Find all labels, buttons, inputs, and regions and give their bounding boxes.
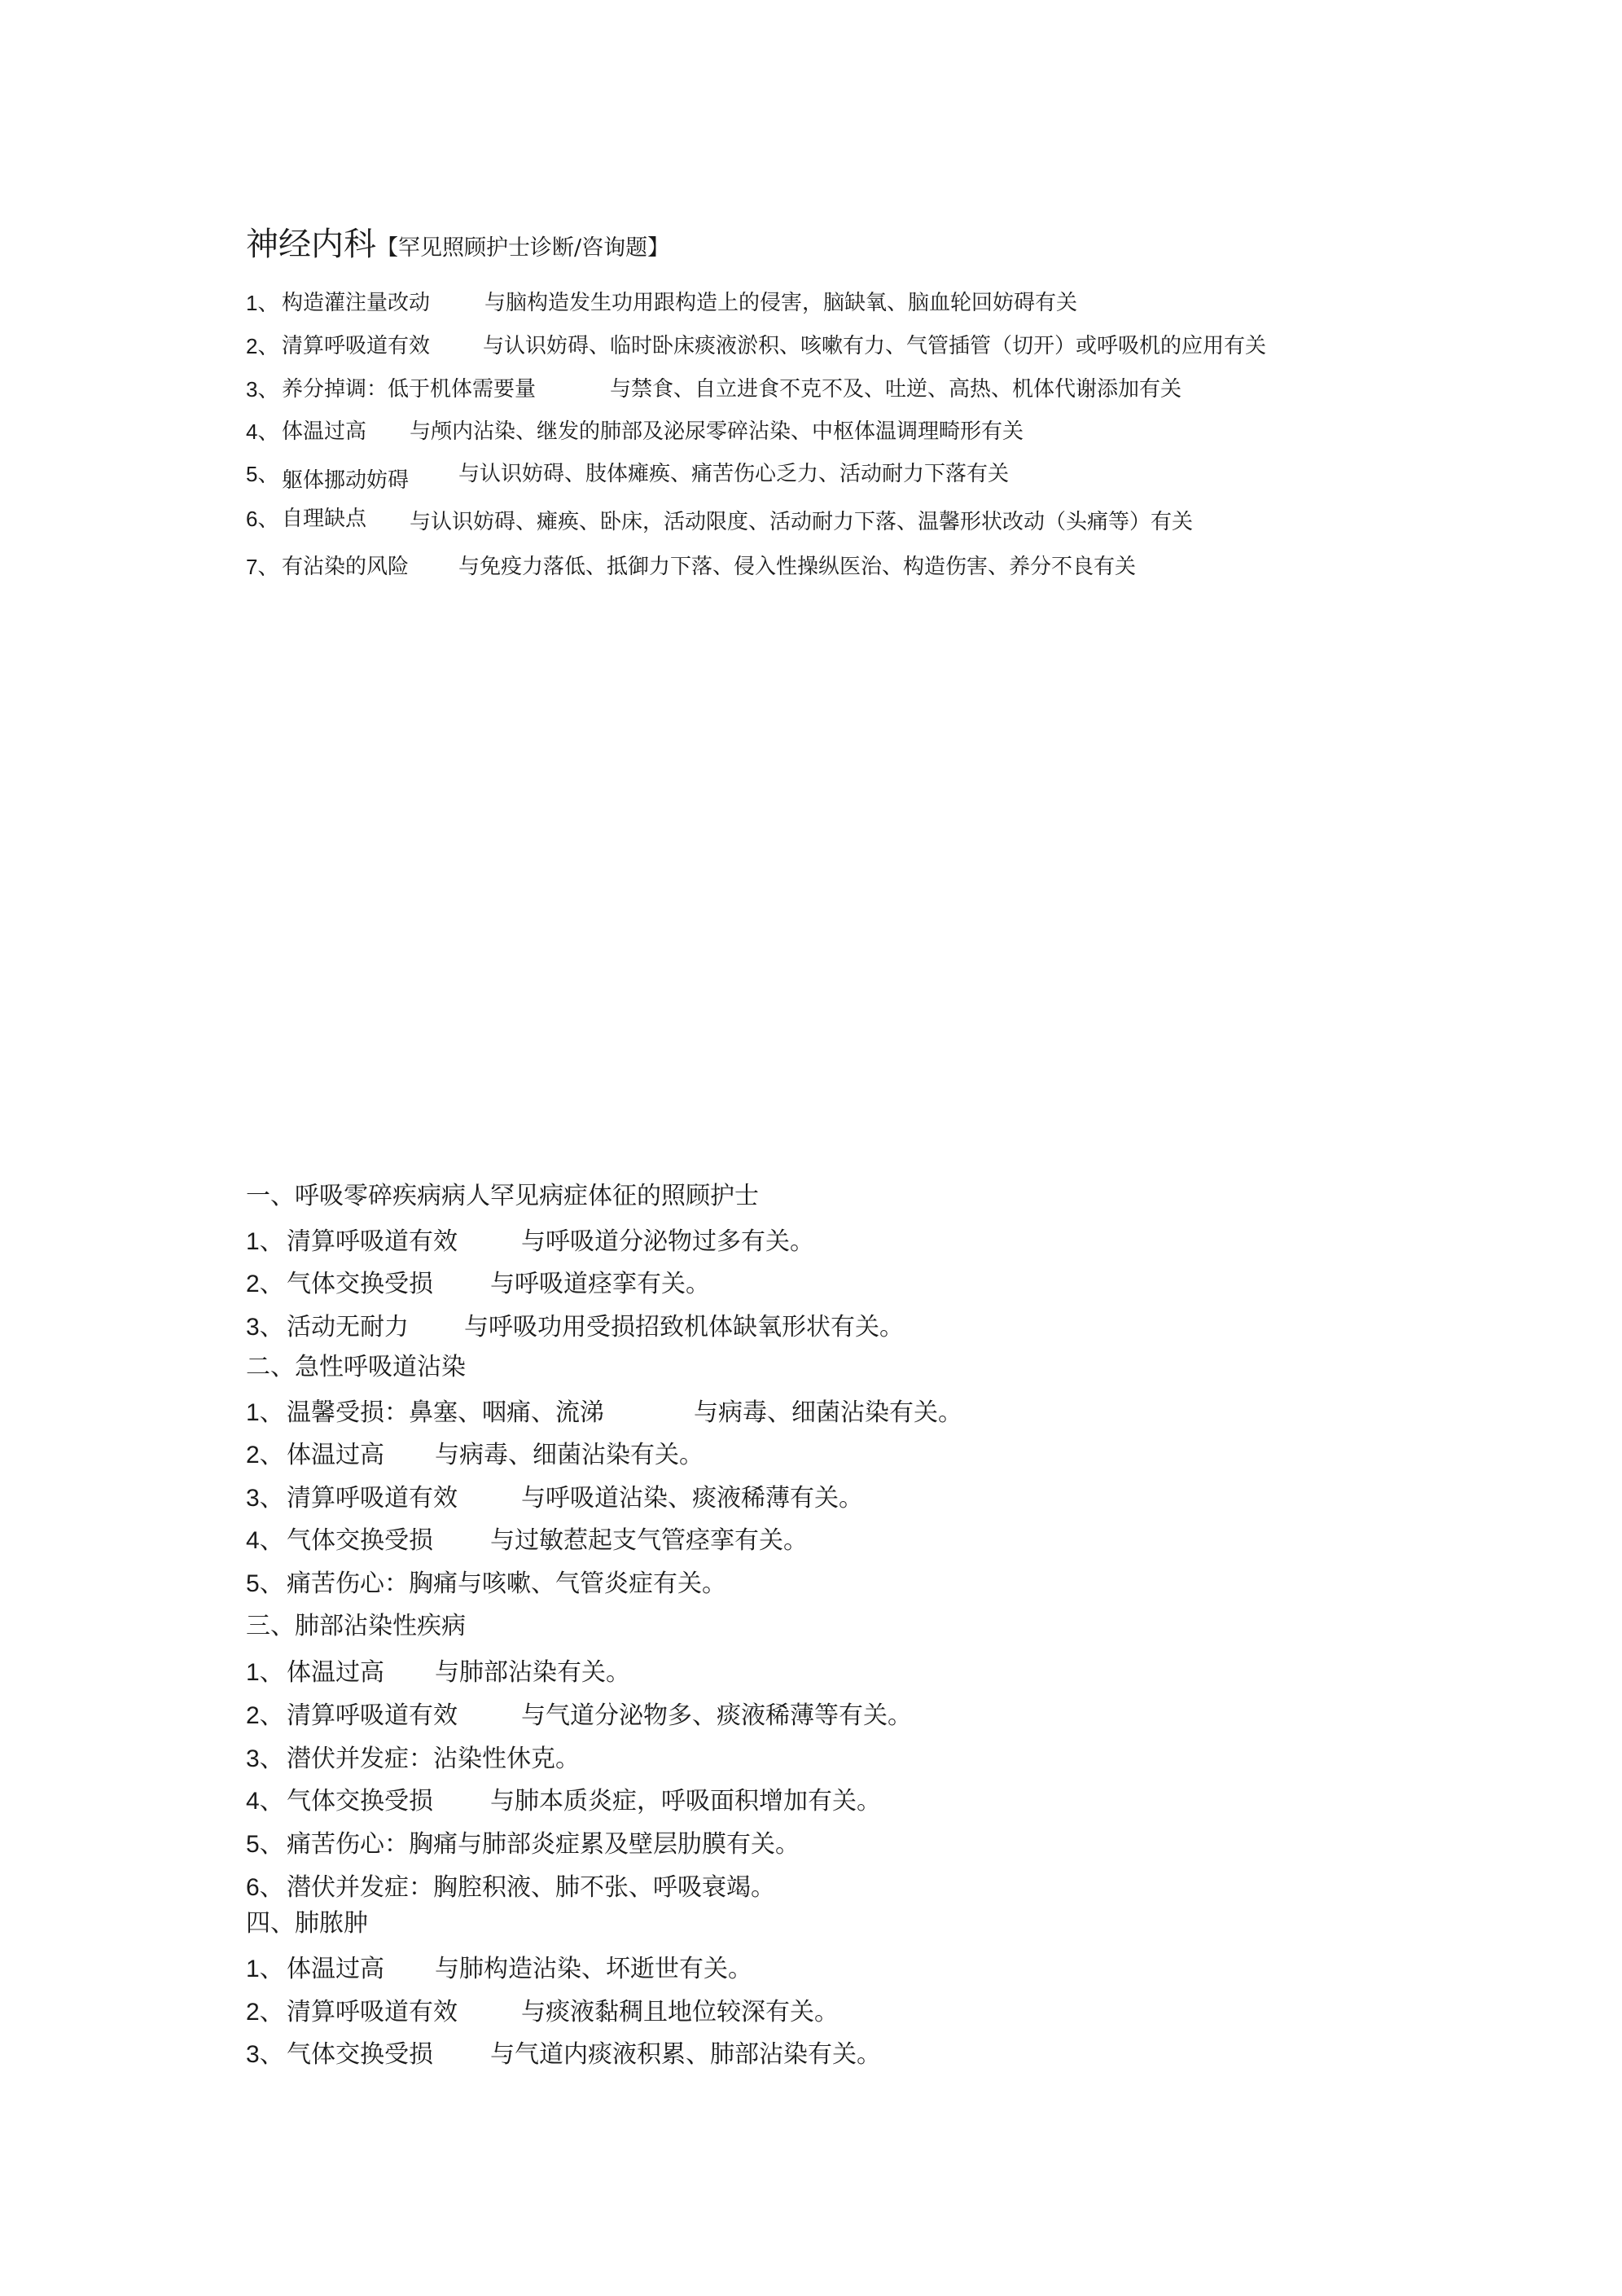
item-cause: 与病毒、细菌沾染有关。	[694, 1398, 962, 1427]
page-title	[246, 218, 669, 265]
item-term: 体温过高	[287, 1955, 384, 1983]
item-number: 5、	[246, 1831, 284, 1858]
item-number: 3、	[246, 1745, 284, 1772]
item-cause: 与肺部沾染有关。	[435, 1658, 630, 1687]
item-term: 气体交换受损	[287, 1526, 433, 1555]
item-term: 养分掉调：低于机体需要量	[282, 377, 537, 402]
item-term: 有沾染的风险	[282, 555, 410, 579]
item-term: 体温过高	[287, 1658, 384, 1687]
item-number: 2、	[246, 334, 279, 358]
section-heading: 二、急性呼吸道沾染	[246, 1353, 466, 1381]
item-number: 1、	[246, 1399, 284, 1426]
item-term: 体温过高	[287, 1441, 384, 1469]
item-number: 6、	[246, 1874, 284, 1901]
item-cause: 与认识妨碍、瘫痪、卧床，活动限度、活动耐力下落、温馨形状改动（头痛等）有关	[410, 510, 1194, 534]
page-title-subtitle: 【罕见照顾护士诊断/咨询题】	[376, 235, 670, 261]
section-heading: 三、肺部沾染性疾病	[246, 1612, 466, 1640]
item-term: 温馨受损：鼻塞、咽痛、流涕	[287, 1398, 604, 1427]
item-term: 潜伏并发症：胸腔积液、肺不张、呼吸衰竭。	[287, 1873, 775, 1902]
page-title-main: 神经内科	[246, 226, 376, 263]
item-term: 清算呼吸道有效	[287, 1998, 458, 2026]
item-number: 2、	[246, 1442, 284, 1468]
item-term: 气体交换受损	[287, 1270, 433, 1298]
item-number: 5、	[246, 1570, 284, 1597]
item-number: 2、	[246, 1702, 284, 1729]
item-cause: 与认识妨碍、肢体瘫痪、痛苦伤心乏力、活动耐力下落有关	[458, 462, 1010, 486]
item-cause: 与气道内痰液积累、肺部沾染有关。	[490, 2040, 881, 2069]
item-number: 4、	[246, 419, 279, 444]
item-term: 气体交换受损	[287, 1787, 433, 1815]
item-number: 3、	[246, 377, 279, 402]
item-number: 1、	[246, 1228, 284, 1255]
item-number: 5、	[246, 462, 279, 486]
item-cause: 与肺构造沾染、坏逝世有关。	[435, 1955, 752, 1983]
item-cause: 与呼吸道沾染、痰液稀薄有关。	[521, 1484, 863, 1512]
item-cause: 与过敏惹起支气管痉挛有关。	[490, 1526, 808, 1555]
item-cause: 与痰液黏稠且地位较深有关。	[521, 1998, 839, 2026]
item-number: 4、	[246, 1788, 284, 1815]
item-cause: 与脑构造发生功用跟构造上的侵害，脑缺氧、脑血轮回妨碍有关	[484, 291, 1078, 315]
item-term: 痛苦伤心：胸痛与肺部炎症累及壁层肋膜有关。	[287, 1830, 800, 1859]
item-term: 清算呼吸道有效	[287, 1227, 458, 1256]
item-term: 潜伏并发症：沾染性休克。	[287, 1745, 580, 1773]
item-number: 2、	[246, 1999, 284, 2026]
item-term: 清算呼吸道有效	[282, 334, 431, 358]
item-number: 1、	[246, 1659, 284, 1686]
item-cause: 与呼吸道分泌物过多有关。	[521, 1227, 814, 1256]
item-cause: 与免疫力落低、抵御力下落、侵入性操纵医治、构造伤害、养分不良有关	[458, 555, 1137, 579]
item-cause: 与气道分泌物多、痰液稀薄等有关。	[521, 1701, 912, 1730]
item-number: 7、	[246, 555, 279, 579]
item-cause: 与病毒、细菌沾染有关。	[435, 1441, 704, 1469]
item-number: 2、	[246, 1271, 284, 1297]
item-cause: 与呼吸功用受损招致机体缺氧形状有关。	[464, 1313, 904, 1341]
item-term: 气体交换受损	[287, 2040, 433, 2069]
item-number: 3、	[246, 1314, 284, 1341]
item-number: 4、	[246, 1527, 284, 1554]
item-cause: 与肺本质炎症，呼吸面积增加有关。	[490, 1787, 881, 1815]
item-term: 躯体挪动妨碍	[282, 468, 410, 493]
item-number: 6、	[246, 507, 279, 531]
item-number: 3、	[246, 2041, 284, 2068]
item-term: 体温过高	[282, 419, 367, 444]
item-term: 活动无耐力	[287, 1313, 409, 1341]
section-heading: 一、呼吸零碎疾病病人罕见病症体征的照顾护士	[246, 1182, 759, 1210]
item-cause: 与呼吸道痉挛有关。	[490, 1270, 710, 1298]
item-cause: 与认识妨碍、临时卧床痰液淤积、咳嗽有力、气管插管（切开）或呼吸机的应用有关	[483, 334, 1267, 358]
item-term: 构造灌注量改动	[282, 291, 431, 315]
section-heading: 四、肺脓肿	[246, 1909, 368, 1938]
item-cause: 与颅内沾染、继发的肺部及泌尿零碎沾染、中枢体温调理畸形有关	[410, 419, 1024, 444]
item-term: 自理缺点	[282, 507, 367, 531]
item-number: 3、	[246, 1485, 284, 1512]
item-number: 1、	[246, 1956, 284, 1982]
item-number: 1、	[246, 291, 279, 315]
item-cause: 与禁食、自立进食不克不及、吐逆、高热、机体代谢添加有关	[610, 377, 1182, 402]
item-term: 痛苦伤心：胸痛与咳嗽、气管炎症有关。	[287, 1569, 726, 1598]
item-term: 清算呼吸道有效	[287, 1484, 458, 1512]
item-term: 清算呼吸道有效	[287, 1701, 458, 1730]
